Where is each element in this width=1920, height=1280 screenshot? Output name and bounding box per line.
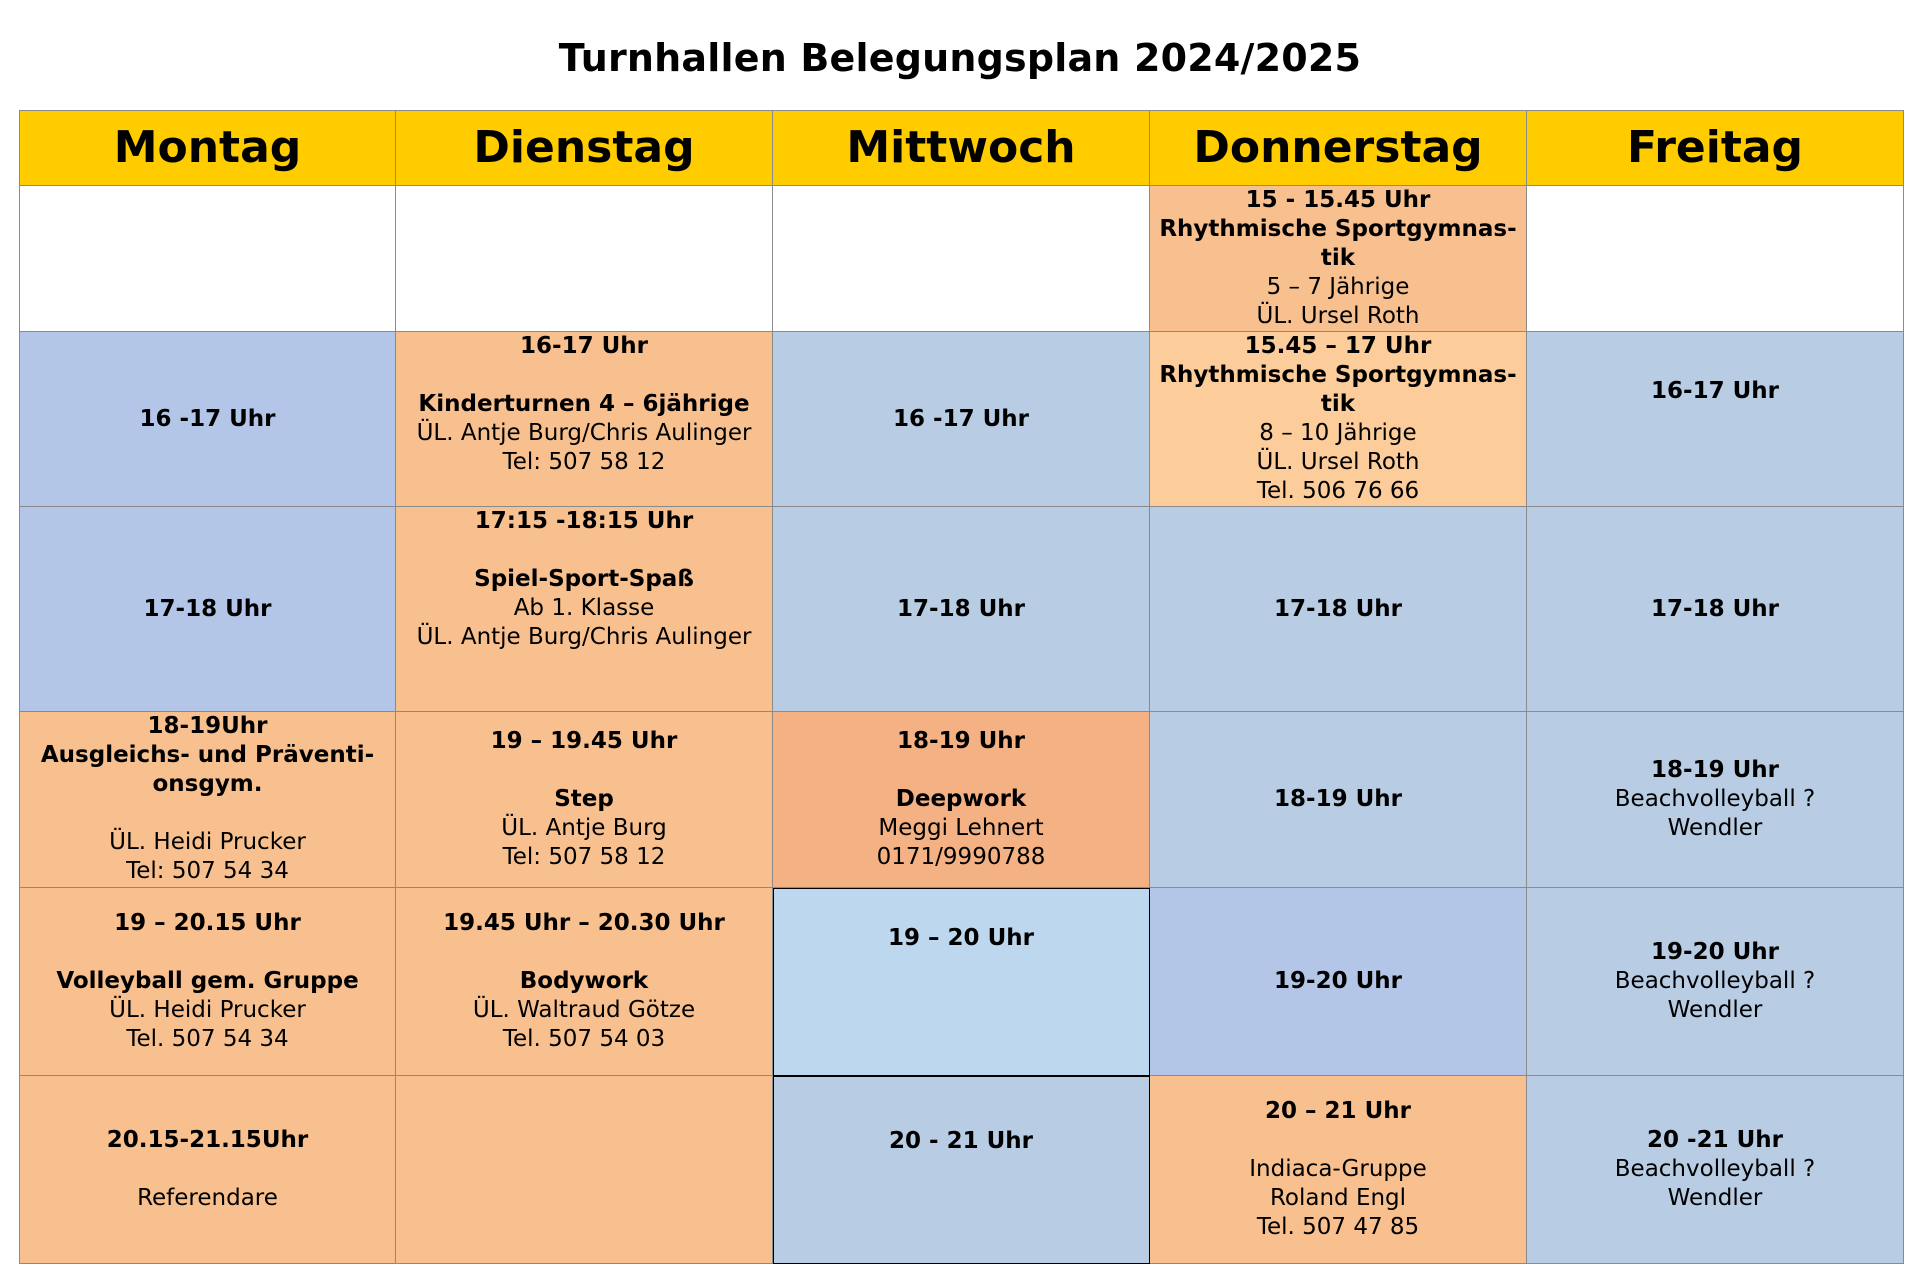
slot-content (20, 712, 395, 886)
slot-content (1527, 377, 1903, 406)
slot-text-line: 17-18 Uhr (143, 595, 272, 622)
slot-content (20, 1126, 395, 1213)
slot-text-line: Wendler (1667, 1185, 1763, 1211)
slot-text-line: 18-19Uhr (147, 713, 268, 739)
slot-text-line: Deepwork (895, 786, 1027, 812)
slot-text-line: 18-19 Uhr (1274, 786, 1402, 812)
slot-text-line: 17:15 -18:15 Uhr (474, 508, 694, 534)
slot-text-line: 20 - 21 Uhr (889, 1128, 1033, 1154)
slot-text-line: Tel. 506 76 66 (1256, 478, 1420, 504)
slot-text-line: Roland Engl (1269, 1185, 1407, 1211)
slot-text-line: 17-18 Uhr (897, 595, 1025, 622)
slot-content (396, 909, 772, 1054)
slot-text-line: Volleyball gem. Gruppe (56, 968, 359, 994)
slot-content (1150, 595, 1526, 624)
slot-text-line: Beachvolleyball ? (1614, 968, 1816, 994)
slot-text-line: onsgym. (152, 771, 263, 797)
slot-cell (1150, 712, 1527, 888)
slot-text-line: Tel: 507 58 12 (502, 844, 666, 870)
slot-text-line: 16 -17 Uhr (139, 405, 276, 432)
slot-text-line: ÜL. Antje Burg/Chris Aulinger (416, 624, 752, 650)
slot-text-line: tik (1320, 391, 1356, 417)
slot-content (1150, 967, 1526, 996)
day-header-mittwoch: Mittwoch (773, 111, 1150, 186)
slot-content (773, 595, 1149, 624)
blank-line (20, 1155, 395, 1184)
slot-text-line: Ausgleichs- und Präventi- (40, 742, 375, 768)
slot-text-line: 19 – 20.15 Uhr (114, 910, 301, 936)
slot-text-line: 19.45 Uhr – 20.30 Uhr (443, 910, 725, 936)
schedule-row (20, 186, 1904, 332)
slot-content (1150, 186, 1526, 331)
slot-cell (20, 332, 396, 507)
page-title: Turnhallen Belegungsplan 2024/2025 (558, 36, 1362, 80)
slot-text-line: Rhythmische Sportgymnas- (1159, 362, 1517, 388)
slot-cell (1527, 332, 1904, 507)
slot-content (20, 909, 395, 1054)
slot-cell (1150, 507, 1527, 712)
schedule-row (20, 1076, 1904, 1264)
slot-cell (1150, 332, 1527, 507)
slot-text-line: 20 – 21 Uhr (1265, 1098, 1411, 1124)
slot-content (396, 727, 772, 872)
slot-cell (396, 332, 773, 507)
slot-text-line: 16 -17 Uhr (893, 405, 1029, 432)
blank-line (20, 799, 395, 828)
slot-text-line: 19 – 20 Uhr (888, 925, 1034, 951)
slot-content (773, 405, 1149, 434)
slot-content (1150, 785, 1526, 814)
slot-cell (773, 712, 1150, 888)
slot-text-line: ÜL. Ursel Roth (1256, 449, 1420, 475)
day-header-row (20, 111, 1904, 186)
slot-cell (1150, 888, 1527, 1076)
slot-text-line: Kinderturnen 4 – 6jährige (418, 391, 750, 417)
slot-text-line: 17-18 Uhr (1274, 595, 1402, 622)
blank-line (1150, 1126, 1526, 1155)
slot-cell (396, 888, 773, 1076)
schedule-table (19, 110, 1904, 1264)
slot-cell (396, 186, 773, 332)
slot-text-line: ÜL. Waltraud Götze (472, 997, 696, 1023)
slot-text-line: tik (1320, 245, 1356, 271)
slot-text-line: Tel. 507 47 85 (1256, 1214, 1420, 1240)
slot-text-line: Tel. 507 54 03 (502, 1026, 666, 1052)
schedule-row (20, 712, 1904, 888)
slot-text-line: 16-17 Uhr (1651, 377, 1779, 404)
slot-cell (773, 1076, 1150, 1264)
slot-cell (773, 507, 1150, 712)
slot-text-line: Meggi Lehnert (878, 815, 1044, 841)
slot-text-line: Step (554, 786, 614, 812)
slot-text-line: Tel: 507 54 34 (126, 858, 289, 884)
slot-cell (396, 712, 773, 888)
slot-content (1527, 595, 1903, 624)
blank-line (396, 536, 772, 565)
slot-cell (773, 332, 1150, 507)
slot-cell (1150, 1076, 1527, 1264)
slot-text-line: 18-19 Uhr (1651, 757, 1779, 783)
slot-cell (20, 507, 396, 712)
slot-text-line: ÜL. Heidi Prucker (109, 829, 306, 855)
schedule-row (20, 888, 1904, 1076)
slot-text-line: 15.45 – 17 Uhr (1244, 333, 1432, 359)
slot-text-line: 8 – 10 Jährige (1259, 420, 1417, 446)
slot-text-line: 18-19 Uhr (897, 728, 1025, 754)
slot-text-line: 19-20 Uhr (1274, 968, 1402, 994)
slot-cell (773, 186, 1150, 332)
slot-content (1527, 1126, 1903, 1213)
slot-cell (1527, 888, 1904, 1076)
day-header-montag: Montag (20, 111, 396, 186)
blank-line (20, 938, 395, 967)
slot-cell (1527, 507, 1904, 712)
slot-text-line: Wendler (1667, 997, 1763, 1023)
day-header-dienstag: Dienstag (396, 111, 773, 186)
slot-cell (1150, 186, 1527, 332)
slot-text-line: Beachvolleyball ? (1614, 1156, 1816, 1182)
slot-content (773, 888, 1149, 953)
blank-line (396, 361, 772, 390)
slot-text-line: 0171/9990788 (876, 844, 1046, 870)
slot-content (1150, 1097, 1526, 1242)
slot-text-line: Wendler (1667, 815, 1763, 841)
slot-content (1527, 756, 1903, 843)
schedule-row (20, 507, 1904, 712)
slot-text-line: Tel. 507 54 34 (126, 1026, 289, 1052)
slot-content (396, 507, 772, 652)
slot-cell (20, 186, 396, 332)
slot-text-line: 19 – 19.45 Uhr (490, 728, 678, 754)
slot-text-line: Indiaca-Gruppe (1249, 1156, 1427, 1182)
slot-text-line: 17-18 Uhr (1651, 595, 1779, 622)
blank-line (773, 756, 1149, 785)
slot-content (20, 595, 395, 624)
slot-cell (20, 712, 396, 888)
slot-cell (773, 888, 1150, 1076)
slot-text-line: 20 -21 Uhr (1647, 1127, 1783, 1153)
slot-text-line: 20.15-21.15Uhr (106, 1127, 309, 1153)
slot-cell (20, 1076, 396, 1264)
slot-cell (396, 507, 773, 712)
slot-text-line: 5 – 7 Jährige (1266, 274, 1410, 300)
slot-text-line: Bodywork (519, 968, 649, 994)
slot-text-line: ÜL. Heidi Prucker (109, 997, 306, 1023)
slot-content (1527, 938, 1903, 1025)
slot-content (773, 1127, 1149, 1156)
day-header-donnerstag: Donnerstag (1150, 111, 1527, 186)
schedule-row (20, 332, 1904, 507)
slot-text-line: 16-17 Uhr (520, 333, 648, 359)
slot-cell (20, 888, 396, 1076)
slot-cell (396, 1076, 773, 1264)
blank-line (396, 756, 772, 785)
slot-text-line: Tel: 507 58 12 (502, 449, 666, 475)
slot-content (20, 405, 395, 434)
slot-cell (1527, 186, 1904, 332)
slot-text-line: 15 - 15.45 Uhr (1245, 187, 1431, 213)
slot-text-line: ÜL. Ursel Roth (1256, 303, 1420, 329)
slot-text-line: Ab 1. Klasse (513, 595, 655, 621)
blank-line (396, 938, 772, 967)
slot-content (1150, 332, 1526, 506)
day-header-freitag: Freitag (1527, 111, 1904, 186)
slot-text-line: ÜL. Antje Burg/Chris Aulinger (416, 420, 752, 446)
slot-text-line: ÜL. Antje Burg (501, 815, 667, 841)
slot-text-line: Referendare (137, 1185, 278, 1211)
slot-text-line: Beachvolleyball ? (1614, 786, 1816, 812)
slot-content (396, 332, 772, 477)
slot-cell (1527, 712, 1904, 888)
slot-text-line: 19-20 Uhr (1651, 939, 1779, 965)
slot-text-line: Spiel-Sport-Spaß (474, 566, 694, 592)
slot-cell (1527, 1076, 1904, 1264)
slot-text-line: Rhythmische Sportgymnas- (1159, 216, 1517, 242)
slot-content (773, 727, 1149, 872)
